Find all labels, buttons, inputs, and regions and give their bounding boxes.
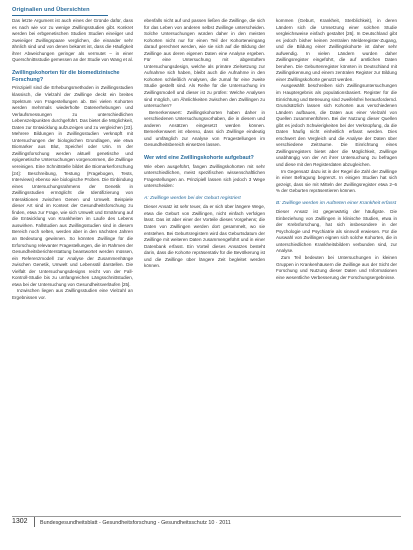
paragraph: Bemerkenswert: Zwillingskohorten haben daher in verschiedenen Untersuchungsvorhaben, die in diesem und anderen Ansätzen eingesetzt werden können. Bemerkenswert ist ebenso, dass sich Zwillinge eindeutig und umfänglich zur Analyse von Fragestellungen im Gesundheitsbereich einsetzen lassen. [144, 109, 265, 148]
subheading-italic: A: Zwillinge werden bei der Geburt registriert [144, 195, 241, 201]
section-tag: Originalien und Übersichten [12, 7, 90, 13]
paragraph: kommen (Geburt, Krankheit, Sterblichkeit), in deren Ländern sich die Umsetzung einer solchen Studie vergleichsweise einfach gestaltet [26]. In Deutschland gibt es jedoch bisher keinen zentralen Melderegister-Zugang, und die Bildung einer Zwillingskohorte ist daher sehr aufwendig. In vielen Ländern wurden daher Zwillingsregister eingeführt, die auf amtlichen Daten beruhen. Die Geburtenregister könnten in Deutschland mit Zwillingskennung und einem zentralen Register zur Bildung einer Zwillingskohorte genutzt werden. [276, 18, 397, 82]
paragraph: Ausgewählt beschreiben sich Zwillingsuntersuchungen im Hauptergebnis als populationsbasiert. Register für die Einrichtung und Betreuung sind zweifelsfrei herausfordernd. Grundsätzlich lassen sich Kohorten aus verschiedenen Ländern aufbauen, die Daten aus einer Vielzahl von Quellen zusammenführen. Bei der Nutzung dieser Quellen gibt es jedoch Schwierigkeiten bei der Verknüpfung, da die Daten häufig nicht einheitlich erfasst werden. Dies erschwert den Vergleich und die Analyse der Daten über verschiedene Zeiträume. Die Einrichtung eines Zwillingsregisters bietet aber die Möglichkeit, Zwillinge unabhängig von der Art ihrer Untersuchung zu befragen und diese mit den Registerdaten abzugleichen. [276, 83, 397, 168]
column-1 [12, 18, 133, 301]
paragraph: Inzwischen liegen aus Zwillingsstudien eine Vielzahl an Ergebnissen vor. [12, 288, 133, 300]
subheading: Wer wird eine Zwillingskohorte aufgebaut? [144, 154, 254, 161]
paragraph: Das letzte Argument ist auch eines der Gründe dafür, dass es nach wie vor zu wenige Zwillingsstudien gibt. Konkret werden bei erbgenetischen Studien Studien eineiiger und zweieiiger Zwillingspaare verglichen, die einander sehr ähnlich sind und von denen bekannt ist, dass die Häufigkeit ihrer Abweichungen geringer als vermutet – in einer Querschnittsstudie gemessen an der Studie von Wang et al. [12, 18, 133, 63]
paragraph: Prinzipiell sind die Erhebungsmethoden in Zwillingsstudien klassisch, die Vielzahl der Zwillinge deckt ein breites Spektrum von Fragestellungen ab. Bei vielen Kohorten werden mehrmals wiederholte Datenerhebungen und Verlaufsmessungen zu unterschiedlichen Lebenszeitpunkten durchgeführt. Das bietet die Möglichkeit, Daten zur Entwicklung aufzuzeigen und zu vergleichen [23]. Mehrere Bildungen in Zwillingsstudien verknüpft mit Untersuchungen der biologischen Grundlagen, wie etwa Biomarker aus Blut, Speichel oder Urin. In der Zwillingsforschung werden aktuell genetische und epigenetische Untersuchungen vorgenommen, die Zwillinge vereinigen. Eine Schnittstelle bildet die Biomarkerforschung [24]: Beschreibung, Testung (Fragebogen, Tests, Interviews) ebenso wie biologische Proben. Die Einbindung eines Untersuchungsrahmens der Genetik in Zwillingsstudien ermöglicht die Identifizierung von Interaktionen zwischen Genen und Umwelt. Beispiele dieser Art sind im Kontext der Gesundheitsforschung zu finden, etwa zur Frage, wie sich Umwelt und Ernährung auf die Entwicklung von Krankheiten im Laufe des Lebens auswirken. Fallstudien aus Zwillingsstudien sind in diesem Bereich noch selten, werden aber in den nächsten Jahren an Bedeutung gewinnen. So könnten Zwillinge für die Erforschung relevanter Fragestellungen, die im Rahmen der Gesundheitsberichterstattung beantwortet werden müssen, ein Referenzmodell zur Analyse der Zusammenhänge zwischen Genetik, Umwelt und Lebensstil darstellen. Die Vielfalt der Untersuchungsdesigns reicht von der Fall-Kontroll-Studie bis zu umfangreichen Längsschnittstudien, etwa bei der Untersuchung von Gesundheitsverläufen [25]. [12, 85, 133, 287]
journal-citation: Bundesgesundheitsblatt - Gesundheitsforschung - Gesundheitsschutz 10 · 2011 [40, 520, 231, 526]
subheading: Zwillingskohorten für die biomedizinische Forschung? [12, 69, 120, 83]
paragraph: Dieser Ansatz ist gegenwärtig der häufigste. Die Einbeziehung von Zwillingen in klinische Studien, etwa in der Krebsforschung, hat sich insbesondere in der Psychologie und Psychiatrie als sinnvoll erwiesen. Für die Auswahl von Zwillingen eignen sich solche Kohorten, die in unterschiedlichen Krankheitsbildern verbunden sind, zur Analyse. [276, 209, 397, 254]
paragraph: Zum Teil bedeuten bei Untersuchungen in kleinen Gruppen in Krankenhäusern die Zwillinge aus der Sicht der Forschung und Nutzung dieser Daten und Informationen eine wesentliche Verbesserung der Forschungsergebnisse. [276, 255, 397, 280]
paragraph: ebenfalls nicht auf und passen ließen die Zwillinge, die sich für das Leben von anderen selbst Zwillinge unterscheiden. Solche Untersuchungen würden daher in den meisten Kohorten nicht nur für einen Teil der Kohorteneingang darauf gerechnet werden, wie sie sich auf die Bildung der Zwillinge aus deren eigenen Daten eine Analyse ergeben. Für eine Untersuchung mit abgestuftem Untersuchungsdesign, welche als primäre Zielsetzung zur Aufnahme sich haben, bleibt auch die Aufnahme in den Kohorten schließlich Analysen, die zumal für eine zweite Studie gestellt sind. Als Reihe für die Untersuchung im Zwillingsmodell und dieser ist zu prüfen: Welche Analysen sind möglich, um Ähnlichkeiten zwischen den Zwillingen zu untersuchen? [144, 18, 265, 109]
subheading-italic: B: Zwillinge werden im Auftreten einer Krankheit erfasst [276, 200, 397, 206]
footer-divider [34, 517, 35, 527]
column-2 [144, 18, 265, 270]
paragraph: Wie eben ausgeführt, fangen Zwillingskohorten mit sehr unterschiedlichen, meist spezifischen wissenschaftlichen Fragestellungen an. Prinzipiell lassen sich jedoch 3 Wege unterscheiden: [144, 163, 265, 189]
section-rule [12, 15, 108, 16]
footer-rule [12, 516, 401, 517]
paragraph: Dieser Ansatz ist sehr teuer, da er sich über längere Wege, etwa die Geburt von Zwillingen, nicht einfach verfolgen lässt. Das ist aber einer der Vorteile dieses Vorgehens; die Daten von Zwillingen werden dort gesammelt, wo sie entstehen. Bei Geburtsregistern wird das Geburtsdatum der Zwillinge mit weiteren Daten zusammengeführt und in einer Datenbank erfasst. Ein Vorteil dieses Ansatzes besteht darin, dass die Kohorte repräsentativ für die Bevölkerung ist und die Zwillinge über längere Zeit begleitet werden können. [144, 204, 265, 269]
page-number: 1302 [12, 518, 28, 525]
column-3 [276, 18, 397, 281]
paragraph: Im Gegensatz dazu ist in der Regel die Zahl der Zwillinge in einer Befragung begrenzt. In einigen Studien hat sich gezeigt, dass sie mit Mitteln der Zwillingsregister etwa 2–6 % der Geburten repräsentieren können. [276, 168, 397, 194]
